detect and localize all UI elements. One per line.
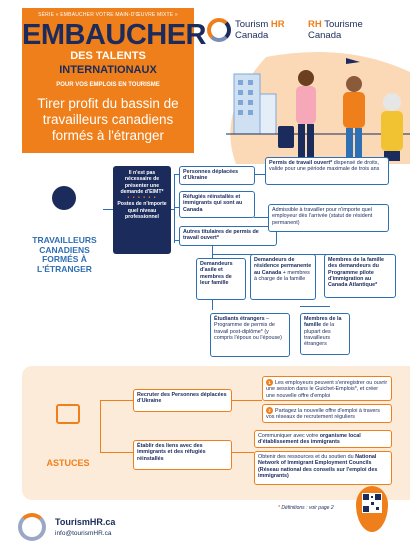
family-members-box: Membres de la famille de la plupart des travailleurs étrangers [300, 313, 350, 355]
asylum-claimants-box: Demandeurs d'asile et membres de leur famille [196, 258, 246, 300]
connector-line [100, 400, 101, 452]
tip-connect-immigrants-box: Établir des liens avec des immigrants et des réfugiés réinstallés [133, 440, 232, 470]
open-permit-holders-box: Autres titulaires de permis de travail ouvert* [179, 226, 277, 246]
subtitle: POUR VOS EMPLOIS EN TOURISME [56, 82, 160, 88]
series-label: SÉRIE « EMBAUCHER VOTRE MAIN-D'ŒUVRE MIXTE » [38, 12, 178, 18]
connector-line [100, 452, 133, 453]
connector-line [254, 174, 265, 175]
tip-job-bank-box: 1 Les employeurs peuvent s'enregistrer ou ouvrir une session dans le Guichet-Emplois*, et créer une nouvelle offre d'emploi [262, 376, 392, 401]
definitions-note: * Définitions : voir page 2 [278, 505, 334, 511]
title-line-3: INTERNATIONAUX [59, 64, 157, 76]
connector-line [100, 400, 133, 401]
atlantic-pilot-box: Membres de la famille des demandeurs du Programme pilote d'immigration au Canada Atlantique* [324, 254, 396, 298]
international-students-box: Étudiants étrangers – Programme de permis de travail post-diplôme* (y compris l'époux ou l'épouse) [210, 313, 290, 357]
footer-logo-icon [18, 513, 46, 541]
logo-french: RH Tourisme Canada [308, 19, 363, 41]
connector-line [232, 452, 254, 453]
lead-text: Tirer profit du bassin de travailleurs canadiens formés à l'étranger [37, 96, 179, 143]
permanent-residence-box: Demandeurs de résidence permanente au Canada + membres à charge de la famille [250, 254, 316, 300]
connector-line [232, 400, 262, 401]
email-link[interactable]: info@tourismHR.ca [55, 530, 112, 537]
logo-english: Tourism HR Canada [235, 19, 285, 41]
presentation-icon [56, 404, 80, 424]
refugees-box: Réfugiés réinstallés et immigrants qui sont au Canada [179, 191, 255, 218]
title-line-2: DES TALENTS [70, 50, 146, 62]
travellers-illustration [196, 52, 410, 164]
tip-share-offer-box: 2 Partagez la nouvelle offre d'emploi à travers vos réseaux de recrutement réguliers [262, 404, 392, 423]
globe-person-icon [52, 186, 76, 210]
tip-niec-box: Obtenir des ressources et du soutien du National Network of Immigrant Employment Councils (Réseau national des conseils sur l'emploi des immigrants) [254, 451, 392, 485]
tip-recruit-ukraine-box: Recruter des Personnes déplacées d'Ukraine [133, 389, 232, 412]
connector-line [171, 209, 175, 210]
requirements-box: Il n'est pas nécessaire de présenter une demande d'EIMT* • • • • • • Postes de n'importe quel niveau professionnel [113, 166, 171, 254]
tips-title: ASTUCES [46, 458, 90, 468]
eligibility-box: Admissible à travailler pour n'importe quel employeur dès l'arrivée (statut de résident permanent) [268, 204, 389, 232]
ukraine-box: Personnes déplacées d'Ukraine [179, 166, 255, 185]
page-title: EMBAUCHER [22, 19, 206, 51]
qr-pattern [362, 493, 382, 513]
connector-line [254, 217, 268, 218]
connector-line [300, 306, 330, 307]
website-link[interactable]: TourismHR.ca [55, 517, 116, 527]
tip-local-agency-box: Communiquer avec votre organisme local d'établissement des immigrants [254, 430, 392, 448]
logo-icon [207, 18, 231, 42]
workers-title: TRAVAILLEURS CANADIENS FORMÉS À L'ÉTRANGER [32, 235, 97, 274]
connector-line [103, 209, 113, 210]
open-work-permit-box: Permis de travail ouvert* dispensé de droits, valide pour une période maximale de trois ans [265, 157, 389, 185]
